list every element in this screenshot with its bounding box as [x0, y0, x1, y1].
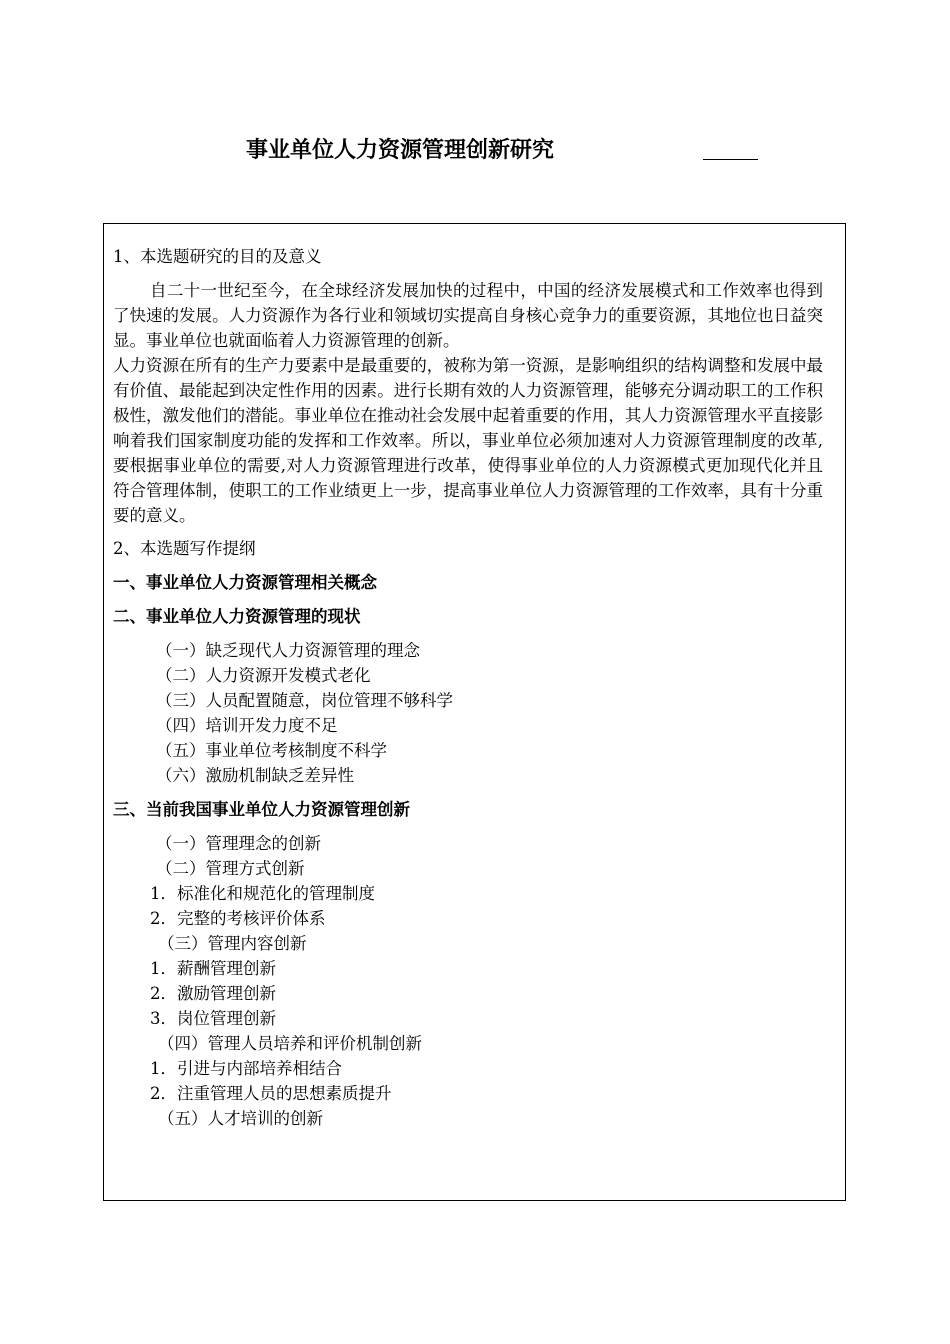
outline-item: （五）事业单位考核制度不科学: [156, 741, 387, 760]
outline-subitem: 1．薪酬管理创新: [150, 959, 276, 978]
outline-subitem: 2．完整的考核评价体系: [150, 909, 326, 928]
title-blank-line: [703, 159, 758, 160]
outline-item: （一）管理理念的创新: [156, 834, 321, 853]
outline-subitem: 2．激励管理创新: [150, 984, 276, 1003]
section-1-paragraph-2: 人力资源在所有的生产力要素中是最重要的，被称为第一资源，是影响组织的结构调整和发展中最有价值、最能起到决定性作用的因素。进行长期有效的人力资源管理，能够充分调动职工的工作积极性，激发他们的潜能。事业单位在推动社会发展中起着重要的作用，其人力资源管理水平直接影响着我们国家制度功能的发挥和工作效率。所以，事业单位必须加速对人力资源管理制度的改革,要根据事业单位的需要,对人力资源管理进行改革，使得事业单位的人力资源模式更加现代化并且符合管理体制，使职工的工作业绩更上一步，提高事业单位人力资源管理的工作效率，具有十分重要的意义。: [113, 356, 823, 525]
outline-item: （六）激励机制缺乏差异性: [156, 766, 354, 785]
outline-subitem: 1．引进与内部培养相结合: [150, 1059, 342, 1078]
outline-subitem: 1．标准化和规范化的管理制度: [150, 884, 375, 903]
outline-item: （二）人力资源开发模式老化: [156, 666, 371, 685]
outline-item: （四）培训开发力度不足: [156, 716, 338, 735]
outline-list-2: [113, 638, 823, 788]
outline-item: （三）人员配置随意，岗位管理不够科学: [156, 691, 453, 710]
outline-item: （一）缺乏现代人力资源管理的理念: [156, 641, 420, 660]
content-body: [113, 244, 823, 1131]
outline-item: （五）人才培训的创新: [158, 1109, 323, 1128]
outline-list-3: [113, 831, 823, 1131]
outline-heading-2: 二、事业单位人力资源管理的现状: [113, 607, 361, 626]
outline-subitem: 3．岗位管理创新: [150, 1009, 276, 1028]
section-1-paragraph-1: 自二十一世纪至今，在全球经济发展加快的过程中，中国的经济发展模式和工作效率也得到了快速的发展。人力资源作为各行业和领域切实提高自身核心竞争力的重要资源，其地位也日益突显。事业单位也就面临着人力资源管理的创新。: [113, 281, 823, 350]
outline-item: （二）管理方式创新: [156, 859, 305, 878]
document-title: 事业单位人力资源管理创新研究: [246, 138, 555, 163]
outline-heading-3: 三、当前我国事业单位人力资源管理创新: [113, 800, 410, 819]
outline-heading-1: 一、事业单位人力资源管理相关概念: [113, 573, 377, 592]
section-2-label: 2、本选题写作提纲: [113, 539, 256, 558]
outline-item: （三）管理内容创新: [158, 934, 307, 953]
section-1-label: 1、本选题研究的目的及意义: [113, 247, 322, 266]
outline-subitem: 2．注重管理人员的思想素质提升: [150, 1084, 392, 1103]
outline-item: （四）管理人员培养和评价机制创新: [158, 1034, 422, 1053]
